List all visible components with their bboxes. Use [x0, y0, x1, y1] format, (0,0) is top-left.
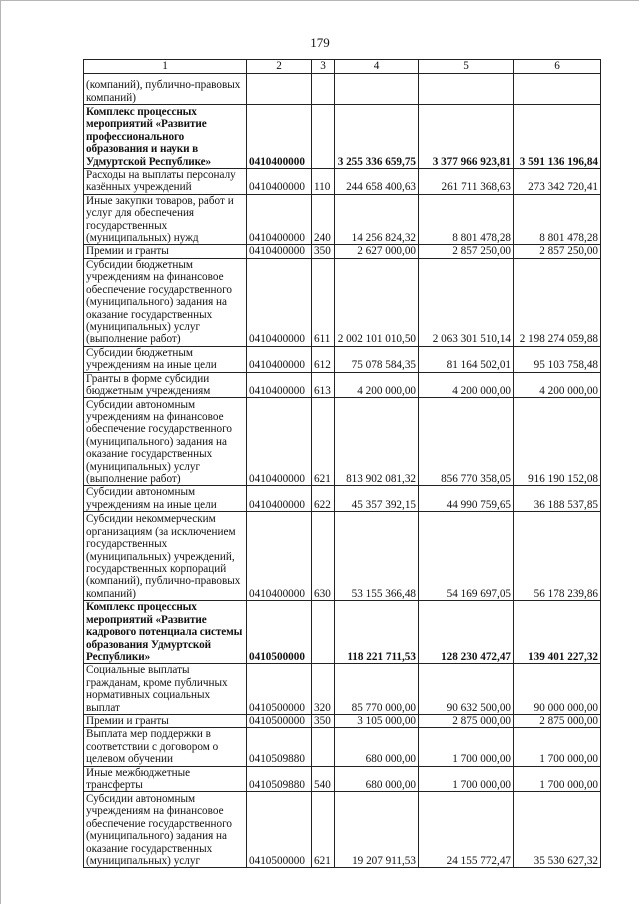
table-row — [84, 169, 601, 195]
budget-table — [83, 59, 601, 868]
table-row — [84, 245, 601, 258]
row-expense-type — [312, 728, 335, 766]
row-value-4: 244 658 400,63 — [335, 169, 419, 195]
row-value-4: 680 000,00 — [335, 728, 419, 766]
row-code: 0410400000 — [247, 245, 312, 258]
row-name: Премии и гранты — [84, 245, 247, 258]
table-row — [84, 194, 601, 245]
column-header-2: 2 — [247, 60, 312, 74]
row-value-4: 45 357 392,15 — [335, 486, 419, 512]
row-code: 0410400000 — [247, 486, 312, 512]
page-number: 179 — [310, 35, 330, 50]
row-code: 0410400000 — [247, 512, 312, 601]
row-value-4: 4 200 000,00 — [335, 372, 419, 398]
row-name: Иные межбюджетные трансферты — [84, 766, 247, 792]
row-value-4: 2 002 101 010,50 — [335, 258, 419, 346]
row-value-4: 680 000,00 — [335, 766, 419, 792]
row-value-5: 81 164 502,01 — [419, 346, 514, 372]
row-value-4: 75 078 584,35 — [335, 346, 419, 372]
row-code: 0410509880 — [247, 766, 312, 792]
row-name: Субсидии бюджетным учреждениям на финансовое обеспечение государственного (муниципального) задания на оказание государственных (муниципальных) услуг (выполнение работ) — [84, 258, 247, 346]
row-value-6: 139 401 227,32 — [514, 601, 601, 664]
row-value-5: 44 990 759,65 — [419, 486, 514, 512]
row-expense-type — [312, 601, 335, 664]
row-value-5: 1 700 000,00 — [419, 766, 514, 792]
row-code: 0410400000 — [247, 372, 312, 398]
row-name: Субсидии автономным учреждениям на финансовое обеспечение государственного (муниципального) задания на оказание государственных (муниципальных) услуг — [84, 792, 247, 868]
row-value-6: 4 200 000,00 — [514, 372, 601, 398]
column-header-3: 3 — [312, 60, 335, 74]
row-value-4: 118 221 711,53 — [335, 601, 419, 664]
row-value-5: 1 700 000,00 — [419, 728, 514, 766]
row-code: 0410400000 — [247, 169, 312, 195]
row-expense-type — [312, 105, 335, 169]
row-expense-type: 611 — [312, 258, 335, 346]
row-value-6: 1 700 000,00 — [514, 766, 601, 792]
row-value-5: 2 857 250,00 — [419, 245, 514, 258]
row-expense-type: 240 — [312, 194, 335, 245]
row-name: Субсидии бюджетным учреждениям на иные цели — [84, 346, 247, 372]
row-value-5: 4 200 000,00 — [419, 372, 514, 398]
row-code — [247, 74, 312, 105]
row-value-4: 3 255 336 659,75 — [335, 105, 419, 169]
row-code: 0410400000 — [247, 258, 312, 346]
table-row — [84, 398, 601, 486]
row-value-6: 3 591 136 196,84 — [514, 105, 601, 169]
row-name: Субсидии автономным учреждениям на иные цели — [84, 486, 247, 512]
row-value-4: 85 770 000,00 — [335, 664, 419, 715]
row-name: Субсидии автономным учреждениям на финансовое обеспечение государственного (муниципального) задания на оказание государственных (муниципальных) услуг (выполнение работ) — [84, 398, 247, 486]
row-value-6: 36 188 537,85 — [514, 486, 601, 512]
row-value-4: 3 105 000,00 — [335, 714, 419, 727]
column-header-1: 1 — [84, 60, 247, 74]
row-value-6: 90 000 000,00 — [514, 664, 601, 715]
table-row — [84, 372, 601, 398]
table-row — [84, 512, 601, 601]
row-value-4: 14 256 824,32 — [335, 194, 419, 245]
header-row — [84, 60, 601, 74]
row-value-6: 95 103 758,48 — [514, 346, 601, 372]
row-expense-type: 630 — [312, 512, 335, 601]
row-value-5: 2 063 301 510,14 — [419, 258, 514, 346]
table-row — [84, 74, 601, 105]
row-value-6: 1 700 000,00 — [514, 728, 601, 766]
row-expense-type: 110 — [312, 169, 335, 195]
row-expense-type: 350 — [312, 245, 335, 258]
row-code: 0410400000 — [247, 398, 312, 486]
row-value-6: 8 801 478,28 — [514, 194, 601, 245]
row-code: 0410500000 — [247, 664, 312, 715]
row-expense-type: 621 — [312, 398, 335, 486]
row-expense-type: 320 — [312, 664, 335, 715]
table-row — [84, 258, 601, 346]
row-value-4: 813 902 081,32 — [335, 398, 419, 486]
row-expense-type: 540 — [312, 766, 335, 792]
table-row — [84, 486, 601, 512]
row-value-5: 90 632 500,00 — [419, 664, 514, 715]
row-value-6 — [514, 74, 601, 105]
row-code: 0410400000 — [247, 105, 312, 169]
row-value-5: 8 801 478,28 — [419, 194, 514, 245]
row-expense-type — [312, 74, 335, 105]
row-value-6: 273 342 720,41 — [514, 169, 601, 195]
row-value-5: 128 230 472,47 — [419, 601, 514, 664]
row-value-6: 916 190 152,08 — [514, 398, 601, 486]
column-header-6: 6 — [514, 60, 601, 74]
row-value-5: 2 875 000,00 — [419, 714, 514, 727]
row-code: 0410500000 — [247, 601, 312, 664]
row-name: Иные закупки товаров, работ и услуг для обеспечения государственных (муниципальных) нужд — [84, 194, 247, 245]
row-value-5 — [419, 74, 514, 105]
table-row — [84, 346, 601, 372]
row-name: Выплата мер поддержки в соответствии с договором о целевом обучении — [84, 728, 247, 766]
row-name: Комплекс процессных мероприятий «Развитие профессионального образования и науки в Удмуртской Республике» — [84, 105, 247, 169]
row-code: 0410509880 — [247, 728, 312, 766]
table-row — [84, 766, 601, 792]
column-header-5: 5 — [419, 60, 514, 74]
table-row — [84, 714, 601, 727]
row-expense-type: 622 — [312, 486, 335, 512]
row-expense-type: 350 — [312, 714, 335, 727]
row-name: Премии и гранты — [84, 714, 247, 727]
row-code: 0410500000 — [247, 714, 312, 727]
row-value-4: 19 207 911,53 — [335, 792, 419, 868]
row-value-6: 56 178 239,86 — [514, 512, 601, 601]
row-code: 0410400000 — [247, 194, 312, 245]
row-value-5: 261 711 368,63 — [419, 169, 514, 195]
table-row — [84, 728, 601, 766]
row-value-6: 35 530 627,32 — [514, 792, 601, 868]
row-code: 0410500000 — [247, 792, 312, 868]
row-name: Расходы на выплаты персоналу казённых учреждений — [84, 169, 247, 195]
row-name: Субсидии некоммерческим организациям (за исключением государственных (муниципальных) учреждений, государственных корпораций (компаний), публично-правовых компаний) — [84, 512, 247, 601]
row-value-4 — [335, 74, 419, 105]
row-expense-type: 621 — [312, 792, 335, 868]
row-value-6: 2 198 274 059,88 — [514, 258, 601, 346]
table-row — [84, 664, 601, 715]
table-row-subtotal — [84, 105, 601, 169]
row-value-5: 54 169 697,05 — [419, 512, 514, 601]
row-name: Гранты в форме субсидии бюджетным учреждениям — [84, 372, 247, 398]
row-value-6: 2 857 250,00 — [514, 245, 601, 258]
table-row — [84, 792, 601, 868]
row-name: Комплекс процессных мероприятий «Развитие кадрового потенциала системы образования Удмуртской Республики» — [84, 601, 247, 664]
row-expense-type: 613 — [312, 372, 335, 398]
row-value-5: 3 377 966 923,81 — [419, 105, 514, 169]
row-value-4: 53 155 366,48 — [335, 512, 419, 601]
column-header-4: 4 — [335, 60, 419, 74]
row-value-5: 24 155 772,47 — [419, 792, 514, 868]
row-value-6: 2 875 000,00 — [514, 714, 601, 727]
row-name: (компаний), публично-правовых компаний) — [84, 74, 247, 105]
row-name: Социальные выплаты гражданам, кроме публичных нормативных социальных выплат — [84, 664, 247, 715]
row-expense-type: 612 — [312, 346, 335, 372]
table-row-subtotal — [84, 601, 601, 664]
row-value-4: 2 627 000,00 — [335, 245, 419, 258]
row-code: 0410400000 — [247, 346, 312, 372]
row-value-5: 856 770 358,05 — [419, 398, 514, 486]
